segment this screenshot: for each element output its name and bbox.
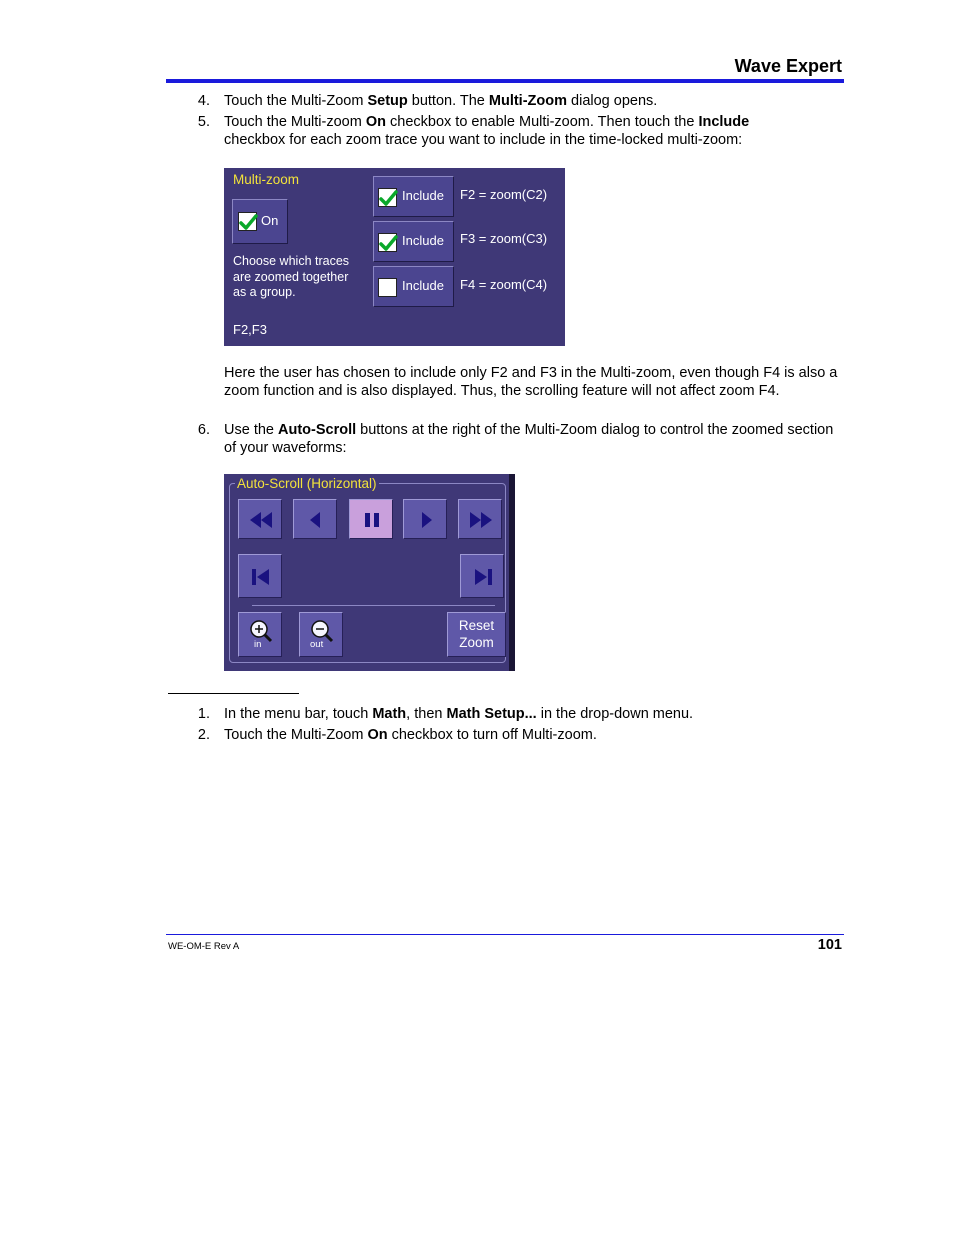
step-4-number: 4. xyxy=(197,93,210,109)
bold-term: Math Setup... xyxy=(446,706,537,722)
bold-term: On xyxy=(367,727,388,743)
step-4-text xyxy=(224,92,844,110)
include-f2-checkbox[interactable] xyxy=(378,188,397,207)
text-run: dialog opens. xyxy=(567,93,658,109)
jump-to-start-button[interactable] xyxy=(238,554,282,598)
text-run: , then xyxy=(406,706,447,722)
trace-f3-label: F3 = zoom(C3) xyxy=(460,231,548,246)
running-header-title: Wave Expert xyxy=(734,56,842,76)
skip-start-icon xyxy=(239,555,283,599)
play-back-icon xyxy=(294,500,338,540)
zoom-out-button[interactable] xyxy=(299,612,343,657)
reset-zoom-button[interactable] xyxy=(447,612,506,657)
bold-term: Setup xyxy=(367,93,408,109)
text-run: Touch the Multi-Zoom xyxy=(224,727,368,743)
bold-term: Include xyxy=(698,114,750,130)
include-f3-checkbox[interactable] xyxy=(378,233,397,252)
zoom-in-icon xyxy=(239,613,283,658)
autoscroll-title: Auto-Scroll (Horizontal) xyxy=(237,476,377,491)
fast-forward-button[interactable] xyxy=(458,499,502,539)
on-label: On xyxy=(261,213,279,228)
on-checkbox-button[interactable] xyxy=(232,199,288,244)
step-6-text xyxy=(224,421,844,457)
multizoom-hint: Choose which traces are zoomed together as a group. xyxy=(233,254,350,299)
play-forward-icon xyxy=(404,500,448,540)
step-6-number: 6. xyxy=(197,422,210,438)
text-run: buttons at the right of the Multi-Zoom dialog to control the zoomed section of your waveforms: xyxy=(224,422,834,456)
footer-rule xyxy=(166,934,844,935)
text-run: In the menu bar, touch xyxy=(224,706,373,722)
text-run: Touch the Multi-Zoom xyxy=(224,93,368,109)
include-f4-button[interactable] xyxy=(373,266,454,307)
bold-term: Multi-Zoom xyxy=(488,93,568,109)
multizoom-title: Multi-zoom xyxy=(233,172,300,187)
step-2-text xyxy=(224,726,844,744)
text-run: button. The xyxy=(407,93,489,109)
step-2-number: 2. xyxy=(197,727,210,743)
header-rule xyxy=(166,79,844,83)
checkmark-icon xyxy=(379,234,398,253)
pause-icon xyxy=(350,500,394,540)
text-run: checkbox for each zoom trace you want to include in the time-locked multi-zoom: xyxy=(224,132,743,148)
fast-rewind-icon xyxy=(239,500,283,540)
include-f4-label: Include xyxy=(402,278,444,293)
step-1-number: 1. xyxy=(197,706,210,722)
play-forward-button[interactable] xyxy=(403,499,447,539)
reset-zoom-label-2: Zoom xyxy=(459,635,494,650)
section-rule xyxy=(168,693,299,694)
autoscroll-dialog-screenshot xyxy=(224,474,515,671)
page-number: 101 xyxy=(817,937,842,953)
checkmark-icon xyxy=(379,189,398,208)
include-f2-button[interactable] xyxy=(373,176,454,217)
include-f3-button[interactable] xyxy=(373,221,454,262)
include-f2-label: Include xyxy=(402,188,444,203)
multizoom-dialog-screenshot xyxy=(224,168,565,346)
on-checkbox[interactable] xyxy=(238,212,257,231)
zoom-out-icon xyxy=(300,613,344,658)
zoom-in-label: in xyxy=(254,639,262,650)
explanation-paragraph: Here the user has chosen to include only F2 and F3 in the Multi-zoom, even though F4 is also a zoom function and is also displayed. Thus, the scrolling feature will not affect zoom F4. xyxy=(224,365,838,399)
zoom-out-label: out xyxy=(310,639,324,650)
step-5-number: 5. xyxy=(197,114,210,130)
text-run: in the drop-down menu. xyxy=(536,706,694,722)
autoscroll-edge xyxy=(509,474,515,671)
fast-rewind-button[interactable] xyxy=(238,499,282,539)
zoom-in-button[interactable] xyxy=(238,612,282,657)
reset-zoom-label-1: Reset xyxy=(458,618,495,633)
text-run: Touch the Multi-zoom xyxy=(224,114,366,130)
fast-forward-icon xyxy=(459,500,503,540)
checkmark-icon xyxy=(239,213,258,232)
text-run: Use the xyxy=(224,422,278,438)
include-f4-checkbox[interactable] xyxy=(378,278,397,297)
include-f3-label: Include xyxy=(402,233,444,248)
text-run: checkbox to turn off Multi-zoom. xyxy=(387,727,597,743)
step-1-text xyxy=(224,705,844,723)
skip-end-icon xyxy=(461,555,505,599)
multizoom-group: F2,F3 xyxy=(233,322,267,337)
trace-f4-label: F4 = zoom(C4) xyxy=(460,277,548,292)
jump-to-end-button[interactable] xyxy=(460,554,504,598)
bold-term: Math xyxy=(372,706,407,722)
bold-term: Auto-Scroll xyxy=(278,422,357,438)
step-5-text xyxy=(224,113,804,149)
bold-term: On xyxy=(365,114,386,130)
text-run: checkbox to enable Multi-zoom. Then touch the xyxy=(385,114,699,130)
footer-doc-id: WE-OM-E Rev A xyxy=(168,941,240,952)
step-back-button[interactable] xyxy=(293,499,337,539)
pause-button[interactable] xyxy=(349,499,393,539)
autoscroll-divider xyxy=(252,605,495,606)
trace-f2-label: F2 = zoom(C2) xyxy=(460,187,548,202)
